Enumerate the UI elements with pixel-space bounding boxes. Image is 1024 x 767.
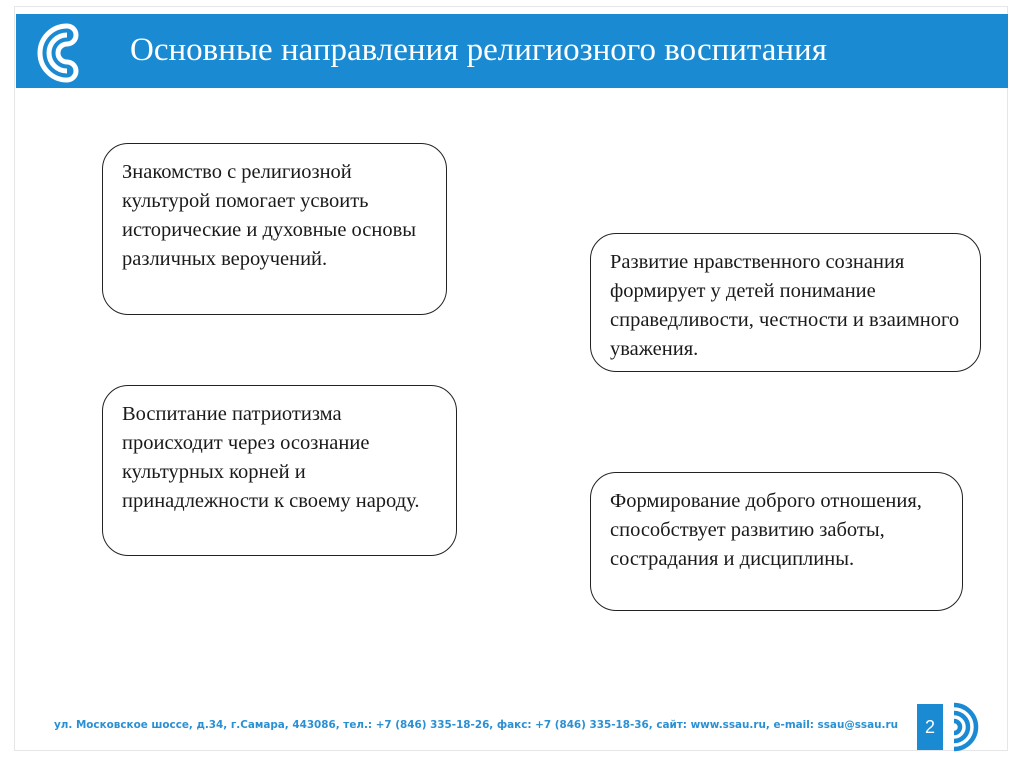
footer-logo-icon — [946, 700, 1000, 754]
text-box-morality: Развитие нравственного сознания формирует у детей понимание справедливости, честности и взаимного уважения. — [590, 233, 981, 372]
text-box-kindness: Формирование доброго отношения, способствует развитию заботы, сострадания и дисциплины. — [590, 472, 963, 611]
text-box-patriotism: Воспитание патриотизма происходит через осознание культурных корней и принадлежности к своему народу. — [102, 385, 457, 556]
slide-frame — [14, 6, 1008, 751]
text-box-culture: Знакомство с религиозной культурой помогает усвоить исторические и духовные основы различных вероучений. — [102, 143, 447, 315]
page-number: 2 — [917, 704, 943, 750]
page-title: Основные направления религиозного воспитания — [130, 32, 827, 68]
university-logo-icon — [34, 20, 100, 86]
footer-contact: ул. Московское шоссе, д.34, г.Самара, 443086, тел.: +7 (846) 335-18-26, факс: +7 (846) 335-18-36, сайт: www.ssau.ru, e-mail: ssau@ssau.ru — [54, 719, 898, 731]
